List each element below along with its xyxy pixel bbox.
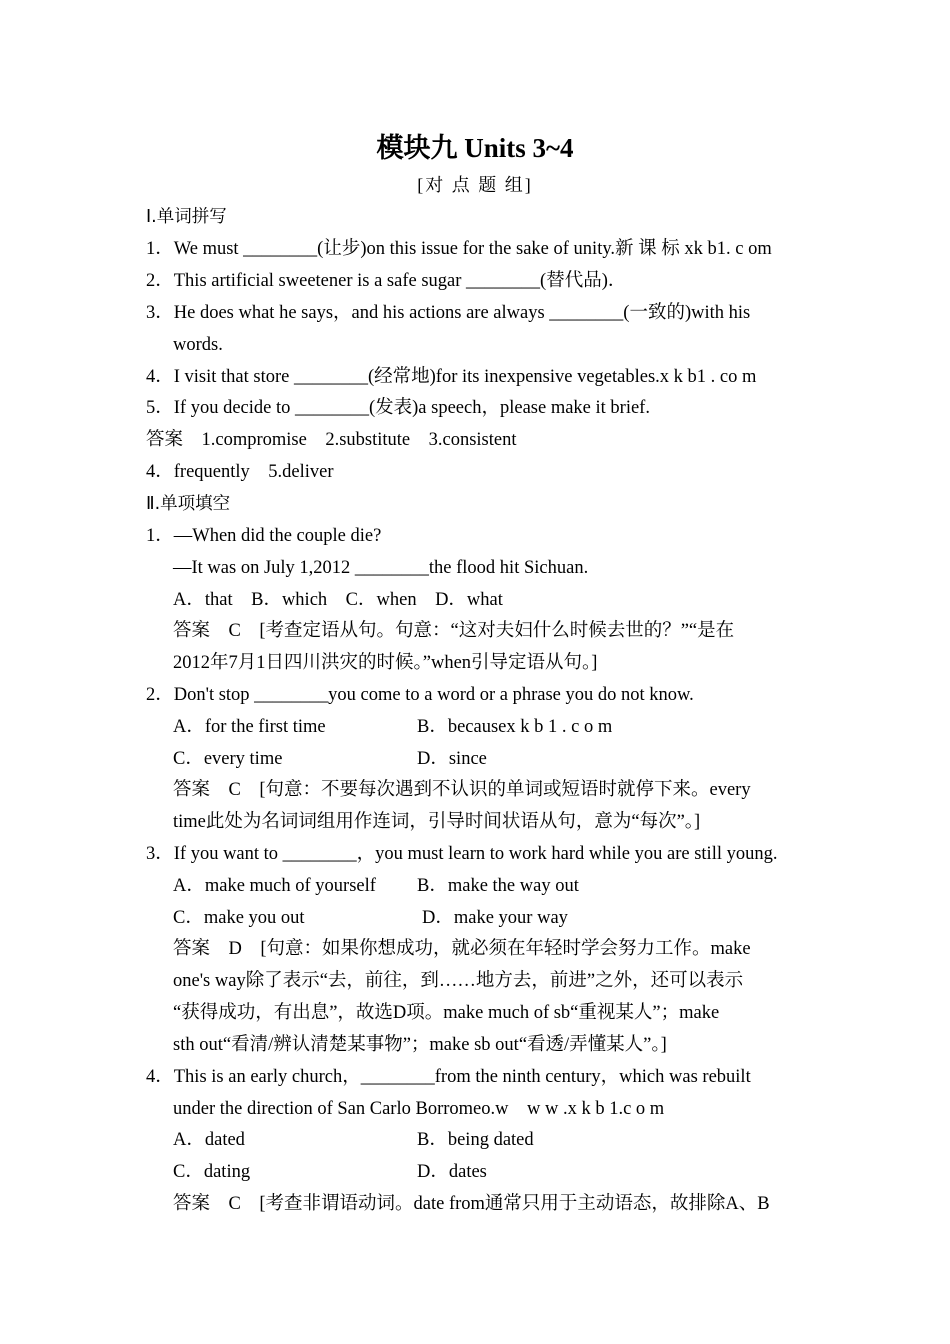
question-1-answer: 答案 C [考查定语从句。句意：“这对夫妇什么时候去世的？”“是在: [173, 621, 735, 641]
question-4-option-c: C．dating: [173, 1162, 251, 1182]
question-4-line: under the direction of San Carlo Borromeo.w w w .x k b 1.c o m: [173, 1099, 665, 1119]
question-4-option-a: A．dated: [173, 1130, 245, 1150]
section1-item: 2．This artificial sweetener is a safe sugar ________(替代品)．: [146, 271, 627, 291]
page-subtitle: [对 点 题 组]: [417, 175, 533, 195]
section1-answer: 答案 1.compromise 2.substitute 3.consistent: [146, 430, 517, 450]
question-1: 1．—When did the couple die?: [146, 526, 382, 546]
question-2: 2．Don't stop ________you come to a word or a phrase you do not know.: [146, 685, 694, 705]
question-2-answer: time此处为名词词组用作连词，引导时间状语从句，意为“每次”。]: [173, 812, 701, 832]
question-2-answer: 答案 C [句意：不要每次遇到不认识的单词或短语时就停下来。every: [173, 780, 751, 800]
question-2-option-c: C．every time: [173, 749, 283, 769]
question-3: 3．If you want to ________，you must learn to work hard while you are still young.: [146, 844, 778, 864]
question-3-answer: one's way除了表示“去，前往，到……地方去，前进”之外，还可以表示: [173, 971, 744, 991]
question-2-option-b: B．becausex k b 1 . c o m: [417, 717, 613, 737]
section1-answer: 4．frequently 5.deliver: [146, 462, 334, 482]
question-3-answer: sth out“看清/辨认清楚某事物”；make sb out“看透/弄懂某人”。]: [173, 1035, 667, 1055]
question-3-answer: 答案 D [句意：如果你想成功，就必须在年轻时学会努力工作。make: [173, 939, 751, 959]
question-1-line: —It was on July 1,2012 ________the flood hit Sichuan.: [173, 558, 589, 578]
question-3-option-b: B．make the way out: [417, 876, 579, 896]
question-1-answer: 2012年7月1日四川洪灾的时候。”when引导定语从句。]: [173, 653, 598, 673]
question-3-option-a: A．make much of yourself: [173, 876, 376, 896]
section1-item: 5．If you decide to ________(发表)a speech，please make it brief.: [146, 398, 650, 418]
question-4-answer: 答案 C [考查非谓语动词。date from通常只用于主动语态，故排除A、B: [173, 1194, 770, 1214]
question-2-option-d: D．since: [417, 749, 487, 769]
question-4-option-d: D．dates: [417, 1162, 487, 1182]
question-3-option-d: D．make your way: [422, 908, 568, 928]
question-2-option-a: A．for the first time: [173, 717, 326, 737]
question-3-answer: “获得成功，有出息”，故选D项。make much of sb“重视某人”；make: [173, 1003, 720, 1023]
section1-item: 3．He does what he says，and his actions are always ________(一致的)with his: [146, 303, 751, 323]
section1-item: 4．I visit that store ________(经常地)for its inexpensive vegetables.x k b1 . co m: [146, 367, 757, 387]
section1-heading: Ⅰ.单词拼写: [146, 207, 227, 227]
question-1-options: A．that B．which C．when D．what: [173, 590, 503, 610]
question-4-option-b: B．being dated: [417, 1130, 534, 1150]
question-3-option-c: C．make you out: [173, 908, 305, 928]
page-title: 模块九 Units 3~4: [376, 133, 574, 163]
question-4: 4．This is an early church，________from the ninth century，which was rebuilt: [146, 1067, 751, 1087]
section1-item: 1．We must ________(让步)on this issue for the sake of unity.新 课 标 xk b1. c om: [146, 239, 772, 259]
section2-heading: Ⅱ.单项填空: [146, 494, 231, 514]
section1-item-continuation: words.: [173, 335, 223, 355]
